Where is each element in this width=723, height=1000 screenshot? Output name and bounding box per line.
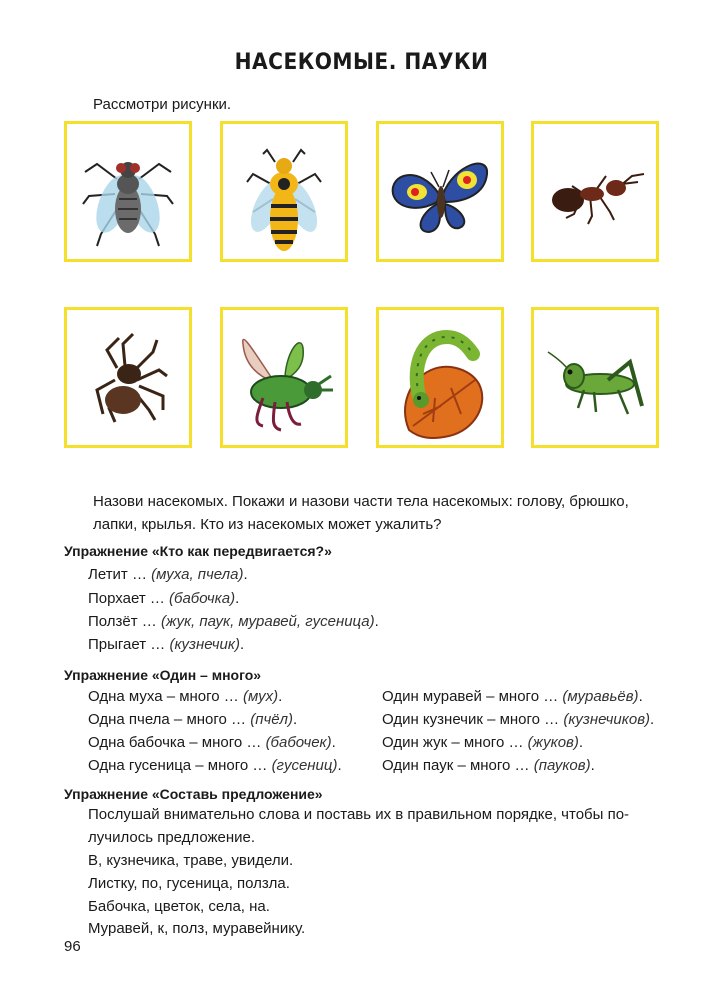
list-item: Одна гусеница – много … (гусениц). [88, 757, 342, 774]
list-item: Одна бабочка – много … (бабочек). [88, 734, 336, 751]
bee-card [220, 121, 348, 262]
list-item: Летит … (муха, пчела). [88, 566, 248, 583]
exercise-1-heading: Упражнение «Кто как передвигается?» [64, 543, 332, 559]
caterpillar-icon [379, 310, 501, 445]
exercise-2-heading: Упражнение «Один – много» [64, 667, 262, 683]
butterfly-icon [379, 124, 501, 259]
bee-icon [223, 124, 345, 259]
ant-icon [534, 124, 656, 259]
list-item: Один паук – много … (пауков). [382, 757, 595, 774]
list-item: Один жук – много … (жуков). [382, 734, 584, 751]
exercise-3-intro: лучилось предложение. [88, 829, 256, 846]
spider-icon [67, 310, 189, 445]
beetle-icon [223, 310, 345, 445]
sentence-item: Бабочка, цветок, села, на. [88, 898, 270, 915]
exercise-3-intro: Послушай внимательно слова и поставь их в правильном порядке, чтобы по- [88, 806, 630, 823]
list-item: Одна муха – много … (мух). [88, 688, 283, 705]
grasshopper-icon [534, 310, 656, 445]
spider-card [64, 307, 192, 448]
beetle-card [220, 307, 348, 448]
list-item: Один муравей – много … (муравьёв). [382, 688, 643, 705]
fly-icon [67, 124, 189, 259]
list-item: Одна пчела – много … (пчёл). [88, 711, 298, 728]
caterpillar-card [376, 307, 504, 448]
instruction: Рассмотри рисунки. [93, 96, 232, 113]
page-number: 96 [64, 938, 81, 955]
sentence-item: Муравей, к, полз, муравейнику. [88, 920, 306, 937]
exercise-3-heading: Упражнение «Составь предложение» [64, 786, 323, 802]
list-item: Один кузнечик – много … (кузнечиков). [382, 711, 655, 728]
list-item: Порхает … (бабочка). [88, 590, 240, 607]
sentence-item: Листку, по, гусеница, ползла. [88, 875, 290, 892]
list-item: Ползёт … (жук, паук, муравей, гусеница). [88, 613, 379, 630]
page-title: НАСЕКОМЫЕ. ПАУКИ [234, 50, 489, 75]
ant-card [531, 121, 659, 262]
task-line-2: лапки, крылья. Кто из насекомых может ужалить? [93, 516, 442, 533]
grasshopper-card [531, 307, 659, 448]
sentence-item: В, кузнечика, траве, увидели. [88, 852, 294, 869]
fly-card [64, 121, 192, 262]
list-item: Прыгает … (кузнечик). [88, 636, 245, 653]
task-line-1: Назови насекомых. Покажи и назови части тела насекомых: голову, брюшко, [93, 493, 629, 510]
butterfly-card [376, 121, 504, 262]
